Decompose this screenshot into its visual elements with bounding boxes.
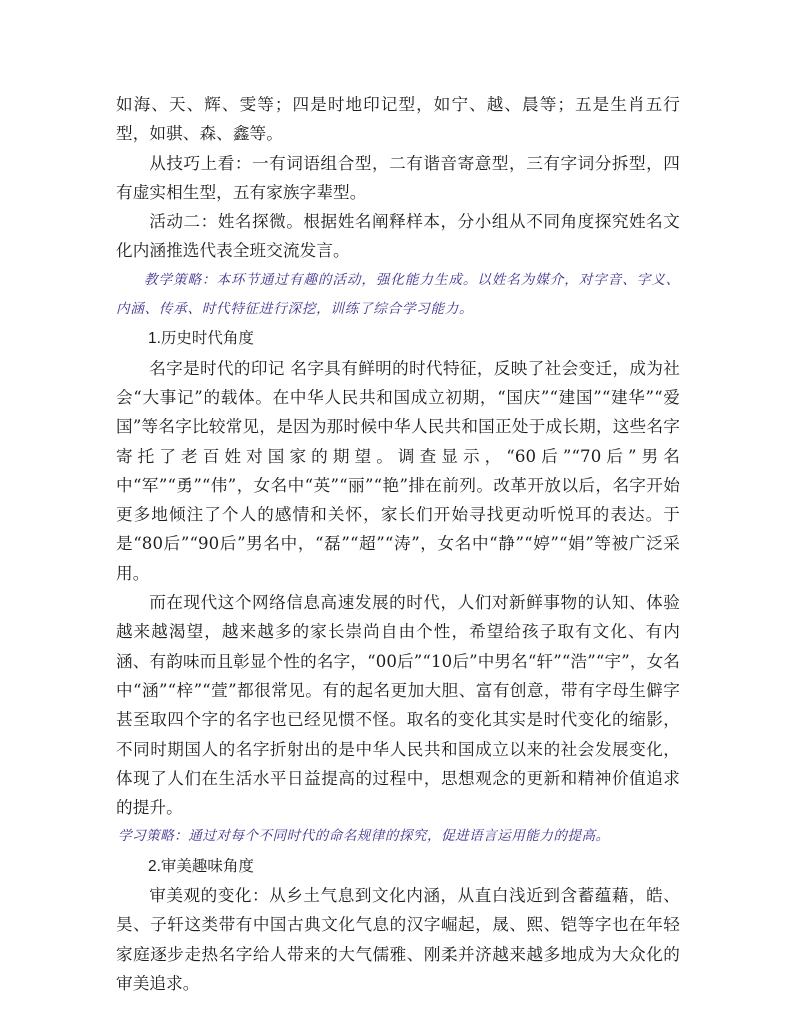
paragraph-naming-types: 如海、天、辉、雯等；四是时地印记型，如宁、越、晨等；五是生肖五行型，如骐、森、鑫等。 [116, 95, 680, 144]
section-heading-history: 1.历史时代角度 [148, 330, 254, 348]
learning-strategy-note: 学习策略：通过对每个不同时代的命名规律的探究，促进语言运用能力的提高。 [118, 828, 610, 845]
paragraph-names-era-marks: 名字是时代的印记 名字具有鲜明的时代特征，反映了社会变迁，成为社会“大事记”的载体。在中华人民共和国成立初期，“国庆”“建国”“建华”“爱国”等名字比较常见，是因为那时候中华人民共和国正处于成长期，这些名字寄托了老百姓对国家的期望。调查显示，“60后”“70后”男名中“军”“勇”“伟”，女名中“英”“丽”“艳”排在前列。改革开放以后，名字开始更多地倾注了个人的感情和关怀，家长们开始寻找更动听悦耳的表达。于是“80后”“90后”男名中，“磊”“超”“涛”，女名中“静”“婷”“娟”等被广泛采用。 [116, 358, 680, 583]
section-heading-aesthetics: 2.审美趣味角度 [148, 857, 254, 875]
paragraph-modern-names: 而在现代这个网络信息高速发展的时代，人们对新鲜事物的认知、体验越来越渴望，越来越多的家长崇尚自由个性，希望给孩子取有文化、有内涵、有韵味而且彰显个性的名字，“00后”“10后”中男名“轩”“浩”“宇”，女名中“涵”“梓”“萱”都很常见。有的起名更加大胆、富有创意，带有字母生僻字甚至取四个字的名字也已经见惯不怪。取名的变化其实是时代变化的缩影，不同时期国人的名字折射出的是中华人民共和国成立以来的社会发展变化，体现了人们在生活水平日益提高的过程中，思想观念的更新和精神价值追求的提升。 [116, 593, 680, 818]
teaching-strategy-note: 教学策略：本环节通过有趣的活动，强化能力生成。以姓名为媒介，对字音、字义、内涵、传承、时代特征进行深挖，训练了综合学习能力。 [116, 271, 680, 318]
paragraph-aesthetic-change: 审美观的变化：从乡土气息到文化内涵，从直白浅近到含蓄蕴藉，皓、昊、子轩这类带有中国古典文化气息的汉字崛起，晟、熙、铠等字也在年轻家庭逐步走热名字给人带来的大气儒雅、刚柔并济越来越多地成为大众化的审美追求。 [116, 886, 680, 993]
paragraph-activity-two: 活动二：姓名探微。根据姓名阐释样本，分小组从不同角度探究姓名文化内涵推选代表全班交流发言。 [116, 212, 680, 261]
paragraph-naming-techniques: 从技巧上看：一有词语组合型，二有谐音寄意型，三有字词分拆型，四有虚实相生型，五有家族字辈型。 [116, 153, 680, 202]
document-page [116, 90, 680, 998]
